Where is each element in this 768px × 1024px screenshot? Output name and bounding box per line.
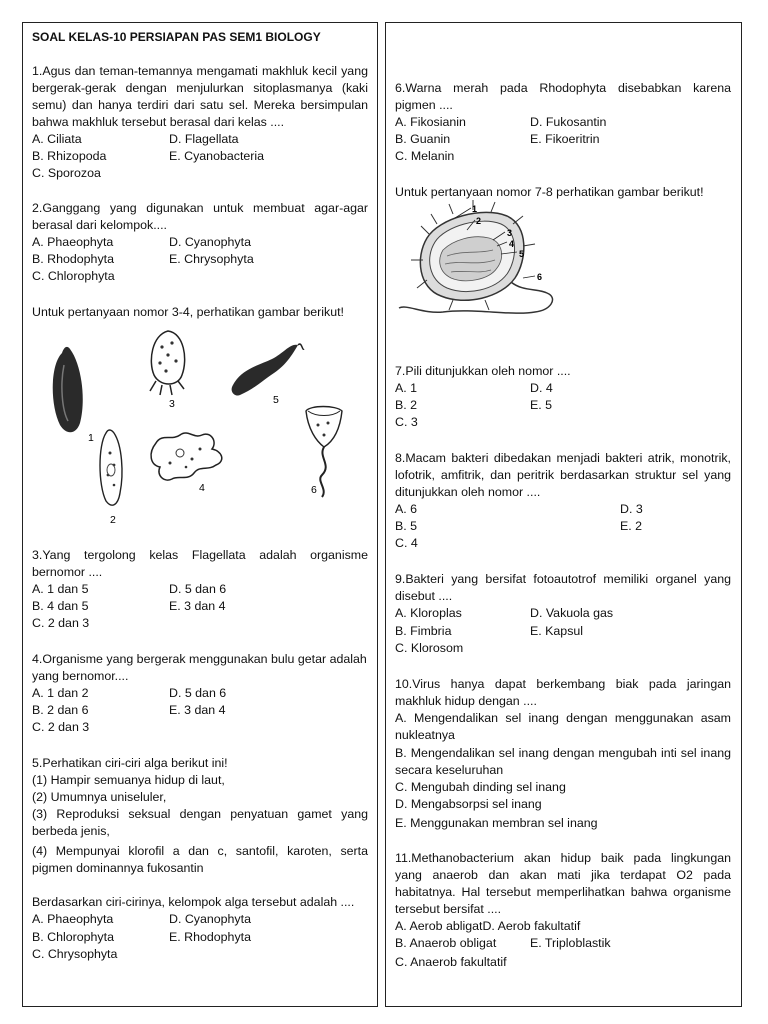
q8-line-2: lofotrik, amfitrik, dan peritrik berdasarkan struktur sel yang [395, 468, 731, 482]
q10-option-c[interactable]: C. Mengubah dinding sel inang [395, 780, 566, 794]
q8-line-1: 8.Macam bakteri dibedakan menjadi bakteri atrik, monotrik, [395, 451, 731, 465]
intro-3-4: Untuk pertanyaan nomor 3-4, perhatikan gambar berikut! [32, 305, 345, 319]
q9-option-d[interactable]: D. Vakuola gas [530, 606, 614, 620]
q3-option-e[interactable]: E. 3 dan 4 [169, 599, 226, 613]
fig34-label-4: 4 [199, 482, 205, 494]
fig34-label-3: 3 [169, 398, 175, 410]
q5-option-d[interactable]: D. Cyanophyta [169, 912, 251, 926]
bacteria-figure [393, 200, 568, 335]
q2-option-d[interactable]: D. Cyanophyta [169, 235, 251, 249]
q2-option-b[interactable]: B. Rhodophyta [32, 252, 114, 266]
q5-line-1: 5.Perhatikan ciri-ciri alga berikut ini! [32, 756, 228, 770]
fig78-label-2: 2 [476, 216, 482, 226]
q10-line-2: makhluk hidup dengan .... [395, 694, 537, 708]
q2-line-1: 2.Ganggang yang digunakan untuk membuat agar-agar [32, 201, 368, 215]
q11-option-b[interactable]: B. Anaerob obligat [395, 936, 497, 950]
q2-option-e[interactable]: E. Chrysophyta [169, 252, 254, 266]
q3-option-d[interactable]: D. 5 dan 6 [169, 582, 227, 596]
q7-option-e[interactable]: E. 5 [530, 398, 553, 412]
q8-option-a[interactable]: A. 6 [395, 502, 418, 516]
q11-line-4: tersebut bersifat .... [395, 902, 502, 916]
q1-option-d[interactable]: D. Flagellata [169, 132, 239, 146]
q8-option-e[interactable]: E. 2 [620, 519, 643, 533]
q9-line-1: 9.Bakteri yang bersifat fotoautotrof memiliki organel yang [395, 572, 731, 586]
q5-option-c[interactable]: C. Chrysophyta [32, 947, 118, 961]
q5-line-7: pigmen dominannya fukosantin [32, 861, 204, 875]
q10-option-e[interactable]: E. Menggunakan membran sel inang [395, 816, 598, 830]
q1-option-e[interactable]: E. Cyanobacteria [169, 149, 265, 163]
q4-line-2: yang bernomor.... [32, 669, 129, 683]
q4-line-1: 4.Organisme yang bergerak menggunakan bulu getar adalah [32, 652, 367, 666]
q5-line-3: (2) Umumnya uniseluler, [32, 790, 167, 804]
q6-line-2: pigmen .... [395, 98, 453, 112]
organism-3-drawing [150, 331, 185, 395]
q1-line-3: semu) dan hanya terdiri dari satu sel. Mereka bersimpulan [32, 98, 368, 112]
q11-option-a-d[interactable]: A. Aerob abligatD. Aerob fakultatif [395, 919, 581, 933]
q9-line-2: disebut .... [395, 589, 453, 603]
q4-option-b[interactable]: B. 2 dan 6 [32, 703, 89, 717]
q10-option-d[interactable]: D. Mengabsorpsi sel inang [395, 797, 542, 811]
q9-option-b[interactable]: B. Fimbria [395, 624, 452, 638]
q7-line-1: 7.Pili ditunjukkan oleh nomor .... [395, 364, 571, 378]
intro-7-8: Untuk pertanyaan nomor 7-8 perhatikan gambar berikut! [395, 185, 704, 199]
q6-option-d[interactable]: D. Fukosantin [530, 115, 607, 129]
q1-line-2: bergerak-gerak dengan menjulurkan sitoplasmanya (kaki [32, 81, 368, 95]
q9-option-a[interactable]: A. Kloroplas [395, 606, 462, 620]
q6-option-b[interactable]: B. Guanin [395, 132, 451, 146]
fig34-label-1: 1 [88, 432, 94, 444]
q1-line-1: 1.Agus dan teman-temannya mengamati makhluk kecil yang [32, 64, 368, 78]
q1-option-b[interactable]: B. Rhizopoda [32, 149, 107, 163]
q2-option-c[interactable]: C. Chlorophyta [32, 269, 115, 283]
q6-line-1: 6.Warna merah pada Rhodophyta disebabkan karena [395, 81, 731, 95]
q5-line-4: (3) Reproduksi seksual dengan penyatuan gamet yang [32, 807, 368, 821]
q5-option-a[interactable]: A. Phaeophyta [32, 912, 114, 926]
q10-option-b-line-2[interactable]: secara keseluruhan [395, 763, 504, 777]
fig78-label-5: 5 [519, 249, 525, 259]
q9-option-e[interactable]: E. Kapsul [530, 624, 584, 638]
fig34-label-2: 2 [110, 514, 116, 526]
q11-line-3: habitatnya. Hal tersebut memperlihatkan bahwa organisme [395, 885, 731, 899]
q4-option-d[interactable]: D. 5 dan 6 [169, 686, 227, 700]
q5-option-b[interactable]: B. Chlorophyta [32, 930, 114, 944]
q3-line-1: 3.Yang tergolong kelas Flagellata adalah organisme [32, 548, 368, 562]
fig34-label-6: 6 [311, 484, 317, 496]
q8-line-3: ditunjukkan oleh nomor .... [395, 485, 541, 499]
q10-option-a-line-1[interactable]: A. Mengendalikan sel inang dengan menggunakan asam [395, 711, 731, 725]
q3-option-c[interactable]: C. 2 dan 3 [32, 616, 90, 630]
organism-2-drawing [100, 430, 122, 505]
q7-option-d[interactable]: D. 4 [530, 381, 553, 395]
q6-option-e[interactable]: E. Fikoeritrin [530, 132, 600, 146]
q5-line-6: (4) Mempunyai klorofil a dan c, santofil, karoten, serta [32, 844, 368, 858]
q9-option-c[interactable]: C. Klorosom [395, 641, 464, 655]
q8-option-b[interactable]: B. 5 [395, 519, 418, 533]
q4-option-c[interactable]: C. 2 dan 3 [32, 720, 90, 734]
q4-option-e[interactable]: E. 3 dan 4 [169, 703, 226, 717]
q7-option-b[interactable]: B. 2 [395, 398, 418, 412]
q8-option-d[interactable]: D. 3 [620, 502, 643, 516]
q7-option-c[interactable]: C. 3 [395, 415, 418, 429]
q10-option-b-line-1[interactable]: B. Mengendalikan sel inang dengan mengubah inti sel inang [395, 746, 731, 760]
protist-figure [40, 325, 360, 530]
fig78-label-3: 3 [507, 228, 513, 238]
q5-line-2: (1) Hampir semuanya hidup di laut, [32, 773, 225, 787]
q10-line-1: 10.Virus hanya dapat berkembang biak pada jaringan [395, 677, 731, 691]
q5-line-8: Berdasarkan ciri-cirinya, kelompok alga tersebut adalah .... [32, 895, 355, 909]
q8-option-c[interactable]: C. 4 [395, 536, 418, 550]
fig34-label-5: 5 [273, 394, 279, 406]
q4-option-a[interactable]: A. 1 dan 2 [32, 686, 89, 700]
q10-option-a-line-2[interactable]: nukleatnya [395, 728, 455, 742]
organism-1-drawing [53, 347, 83, 432]
q3-line-2: bernomor .... [32, 565, 103, 579]
q2-option-a[interactable]: A. Phaeophyta [32, 235, 114, 249]
q11-line-2: yang anaerob dan akan mati jika terdapat O2 pada [395, 868, 731, 882]
fig78-label-6: 6 [537, 272, 543, 282]
q1-line-4: bahwa makhluk tersebut berasal dari kelas .... [32, 115, 285, 129]
q1-option-c[interactable]: C. Sporozoa [32, 166, 101, 180]
page-title: SOAL KELAS-10 PERSIAPAN PAS SEM1 BIOLOGY [32, 30, 321, 44]
q3-option-a[interactable]: A. 1 dan 5 [32, 582, 89, 596]
organism-5-drawing [232, 344, 304, 395]
fig78-label-4: 4 [509, 239, 515, 249]
q7-option-a[interactable]: A. 1 [395, 381, 418, 395]
q5-option-e[interactable]: E. Rhodophyta [169, 930, 251, 944]
q1-option-a[interactable]: A. Ciliata [32, 132, 82, 146]
q2-line-2: berasal dari kelompok.... [32, 218, 167, 232]
q6-option-c[interactable]: C. Melanin [395, 149, 455, 163]
q11-option-c[interactable]: C. Anaerob fakultatif [395, 955, 507, 969]
organism-4-drawing [151, 433, 222, 480]
q6-option-a[interactable]: A. Fikosianin [395, 115, 466, 129]
q11-option-e[interactable]: E. Triploblastik [530, 936, 611, 950]
q11-line-1: 11.Methanobacterium akan hidup baik pada lingkungan [395, 851, 731, 865]
q3-option-b[interactable]: B. 4 dan 5 [32, 599, 89, 613]
fig78-label-1: 1 [472, 204, 478, 214]
q5-line-5: berbeda jenis, [32, 824, 110, 838]
